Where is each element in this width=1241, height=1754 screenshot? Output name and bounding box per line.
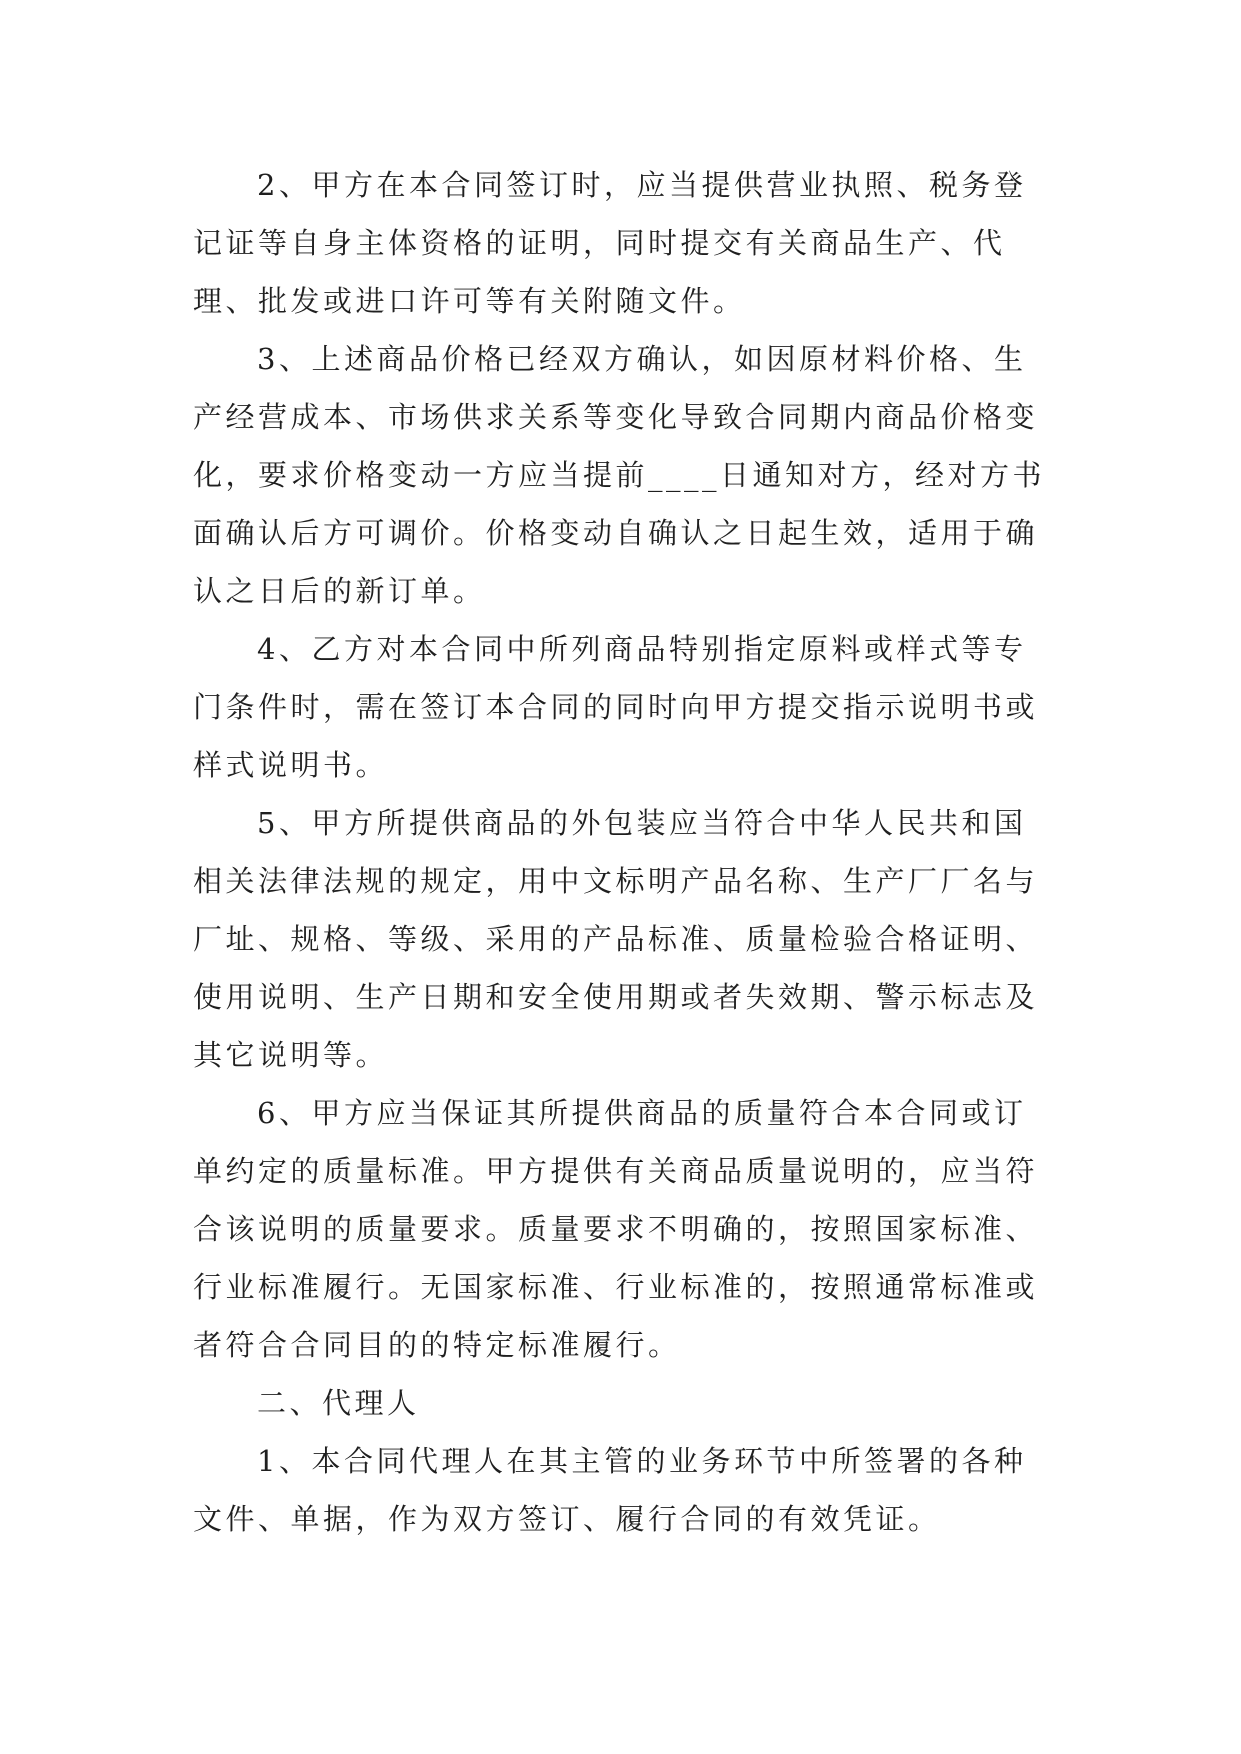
section-heading-agent: 二、代理人	[257, 1386, 420, 1420]
paragraph-agent-clause-1: 1、本合同代理人在其主管的业务环节中所签署的各种文件、单据，作为双方签订、履行合同的有效凭证。	[193, 1444, 1027, 1536]
paragraph-clause-3: 3、上述商品价格已经双方确认，如因原材料价格、生产经营成本、市场供求关系等变化导致合同期内商品价格变化，要求价格变动一方应当提前____日通知对方，经对方书面确认后方可调价。价格变动自确认之日起生效，适用于确认之日后的新订单。	[193, 342, 1046, 608]
document-page	[193, 156, 1053, 1548]
paragraph-clause-6: 6、甲方应当保证其所提供商品的质量符合本合同或订单约定的质量标准。甲方提供有关商品质量说明的，应当符合该说明的质量要求。质量要求不明确的，按照国家标准、行业标准履行。无国家标准、行业标准的，按照通常标准或者符合合同目的的特定标准履行。	[193, 1096, 1039, 1362]
paragraph-clause-5: 5、甲方所提供商品的外包装应当符合中华人民共和国相关法律法规的规定，用中文标明产品名称、生产厂厂名与厂址、规格、等级、采用的产品标准、质量检验合格证明、使用说明、生产日期和安全使用期或者失效期、警示标志及其它说明等。	[193, 806, 1039, 1072]
paragraph-clause-2: 2、甲方在本合同签订时，应当提供营业执照、税务登记证等自身主体资格的证明，同时提交有关商品生产、代理、批发或进口许可等有关附随文件。	[193, 168, 1027, 318]
paragraph-clause-4: 4、乙方对本合同中所列商品特别指定原料或样式等专门条件时，需在签订本合同的同时向甲方提交指示说明书或样式说明书。	[193, 632, 1039, 782]
